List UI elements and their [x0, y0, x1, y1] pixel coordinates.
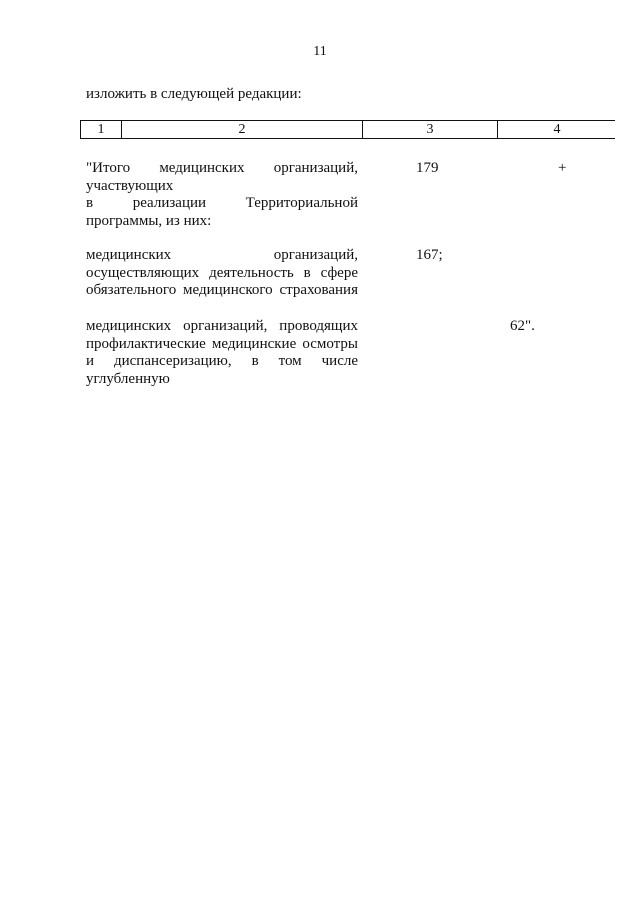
- table-header: [80, 120, 615, 139]
- row-description: [86, 318, 358, 388]
- description-line: профилактические медицинские осмотры: [86, 335, 358, 352]
- description-line: и диспансеризацию, в том числе: [86, 353, 358, 369]
- description-line: в реализации Территориальной: [86, 195, 358, 211]
- intro-text: изложить в следующей редакции:: [86, 86, 302, 102]
- description-line: обязательного медицинского страхования: [86, 282, 358, 298]
- page-number: 11: [313, 44, 327, 59]
- header-col-2: 2: [122, 121, 363, 138]
- row-value-col4: 62".: [510, 318, 535, 334]
- header-col-1: 1: [81, 121, 122, 138]
- description-line: программы, из них:: [86, 212, 212, 229]
- header-col-3: 3: [363, 121, 498, 138]
- row-value-col4: +: [558, 160, 567, 176]
- row-description: [86, 247, 358, 300]
- description-line: углубленную: [86, 370, 170, 387]
- description-line: медицинских организаций,: [86, 247, 358, 263]
- row-description: [86, 160, 358, 230]
- row-value-col3: 167;: [416, 247, 443, 263]
- description-line: "Итого медицинских организаций,: [86, 160, 358, 176]
- row-value-col3: 179: [416, 160, 439, 176]
- header-col-4: 4: [553, 122, 561, 137]
- description-line: медицинских организаций, проводящих: [86, 318, 358, 334]
- description-line: осуществляющих деятельность в сфере: [86, 264, 358, 281]
- description-line: участвующих: [86, 177, 174, 194]
